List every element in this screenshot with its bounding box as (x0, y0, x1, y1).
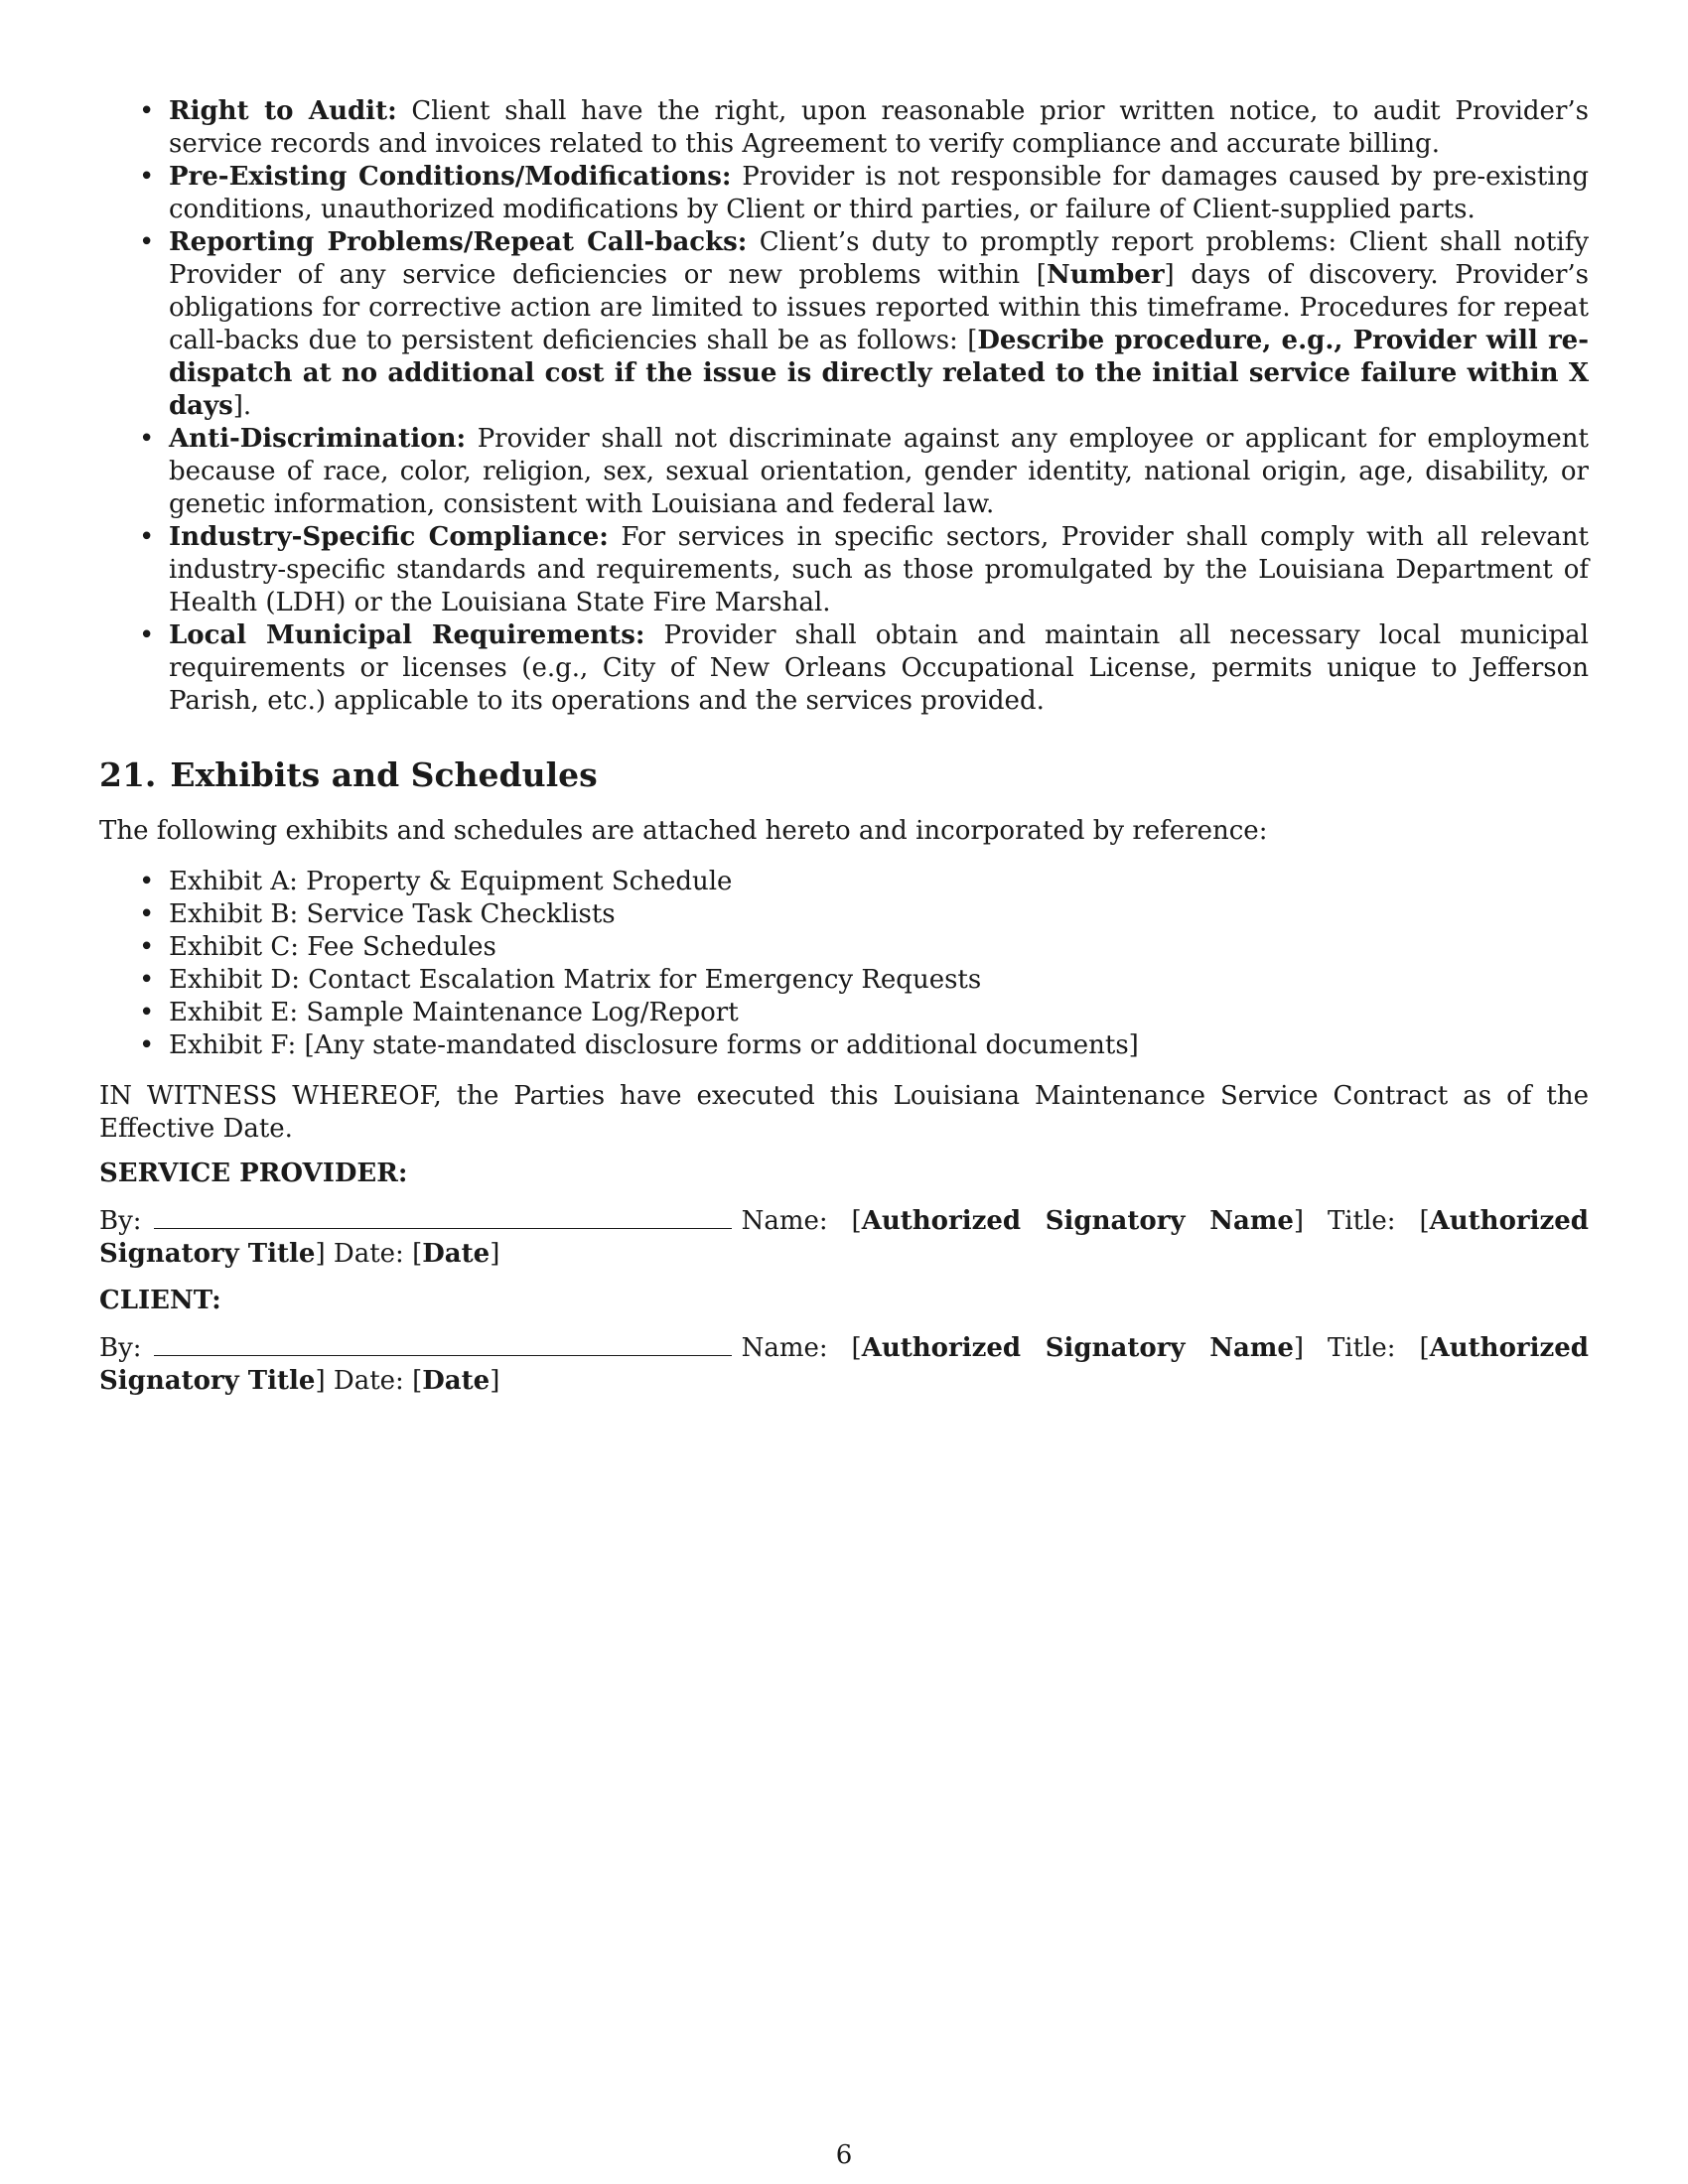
date-placeholder: Date (422, 1366, 491, 1396)
bullet-text: Provider shall obtain and maintain all necessary local municipal requirements or licenses (e.g., City of New Orleans Occupational License, permits unique to Jefferson Parish, etc.) applicable to its operations and the services provided. (169, 620, 1589, 716)
exhibit-item: • Exhibit F: [Any state-mandated disclosure forms or additional documents] (99, 1029, 1589, 1062)
bullet-text: Provider is not responsible for damages caused by pre-existing conditions, unauthorized modifications by Client or third parties, or failure of Client-supplied parts. (169, 162, 1590, 224)
signature-line (154, 1202, 732, 1229)
list-item (99, 161, 1589, 226)
bullet-text: For services in specific sectors, Provider shall comply with all relevant industry-specific standards and requirements, such as those promulgated by the Louisiana Department of Health (LDH) or the Louisiana State Fire Marshal. (169, 522, 1590, 617)
list-item (99, 619, 1589, 718)
bullet-text: Client shall have the right, upon reasonable prior written notice, to audit Provider’s service records and invoices related to this Agreement to verify compliance and accurate billing. (169, 96, 1589, 159)
bullet-term: Anti-Discrimination: (169, 424, 467, 454)
exhibit-item: • Exhibit D: Contact Escalation Matrix for Emergency Requests (99, 964, 1589, 997)
signature-block-provider: By: Name: [Authorized Signatory Name] Title: [Authorized Signatory Title] Date: [Date] (99, 1202, 1589, 1271)
exhibit-item: • Exhibit B: Service Task Checklists (99, 898, 1589, 931)
list-item (99, 423, 1589, 521)
exhibit-item: • Exhibit C: Fee Schedules (99, 931, 1589, 964)
list-item (99, 521, 1589, 619)
name-placeholder: Authorized Signatory Name (861, 1333, 1294, 1363)
date-label: Date: (325, 1239, 413, 1269)
title-placeholder: Authorized Signatory Title (99, 1206, 1589, 1269)
bullet-term: Right to Audit: (169, 96, 397, 126)
by-label: By: (99, 1206, 142, 1236)
exhibit-item: • Exhibit A: Property & Equipment Schedule (99, 866, 1589, 898)
date-label: Date: (325, 1366, 413, 1396)
title-label: Title: (1304, 1206, 1420, 1236)
section-heading (99, 755, 1589, 795)
document-page (99, 95, 1589, 1412)
name-placeholder: Authorized Signatory Name (861, 1206, 1294, 1236)
party-label-client: CLIENT: (99, 1286, 221, 1315)
bullet-term: Pre-Existing Conditions/Modifications: (169, 162, 732, 192)
witness-clause: IN WITNESS WHEREOF, the Parties have executed this Louisiana Maintenance Service Contract as of the Effective Date. (99, 1081, 1589, 1144)
title-placeholder: Authorized Signatory Title (99, 1333, 1589, 1396)
page-number: 6 (835, 2140, 853, 2170)
name-label: Name: (741, 1206, 852, 1236)
date-placeholder: Date (422, 1239, 491, 1269)
signature-line (154, 1329, 732, 1356)
bullet-text: Provider shall not discriminate against any employee or applicant for employment because of race, color, religion, sex, sexual orientation, gender identity, national origin, age, disability, or genetic information, consistent with Louisiana and federal law. (169, 424, 1589, 519)
title-label: Title: (1304, 1333, 1420, 1363)
signature-block-client: By: Name: [Authorized Signatory Name] Title: [Authorized Signatory Title] Date: [Date] (99, 1329, 1589, 1398)
by-label: By: (99, 1333, 142, 1363)
party-label-provider: SERVICE PROVIDER: (99, 1159, 408, 1188)
section-intro: The following exhibits and schedules are attached hereto and incorporated by reference: (99, 816, 1268, 846)
section-title: Exhibits and Schedules (170, 755, 598, 794)
bullet-term: Local Municipal Requirements: (169, 620, 645, 650)
bullet-term: Reporting Problems/Repeat Call-backs: (169, 227, 748, 257)
section-number: 21. (99, 755, 157, 794)
list-item (99, 95, 1589, 161)
bullet-text: ] days of discovery. Provider’s obligations for corrective action are limited to issues reported within this timeframe. Procedures for repeat call-backs due to persistent deficiencies shall be as follows: [ (169, 260, 1590, 355)
bullet-text: Client’s duty to promptly report problems: Client shall notify Provider of any service deficiencies or new problems within [ (169, 227, 1590, 290)
exhibits-list (99, 866, 1589, 1062)
provisions-list (99, 95, 1589, 718)
procedure-placeholder: Describe procedure, e.g., Provider will re-dispatch at no additional cost if the issue is directly related to the initial service failure within X days (169, 326, 1590, 421)
bullet-term: Industry-Specific Compliance: (169, 522, 609, 552)
exhibit-item: • Exhibit E: Sample Maintenance Log/Report (99, 997, 1589, 1029)
number-placeholder: Number (1046, 260, 1165, 290)
list-item (99, 226, 1589, 423)
bullet-text: ]. (232, 391, 252, 421)
name-label: Name: (741, 1333, 852, 1363)
